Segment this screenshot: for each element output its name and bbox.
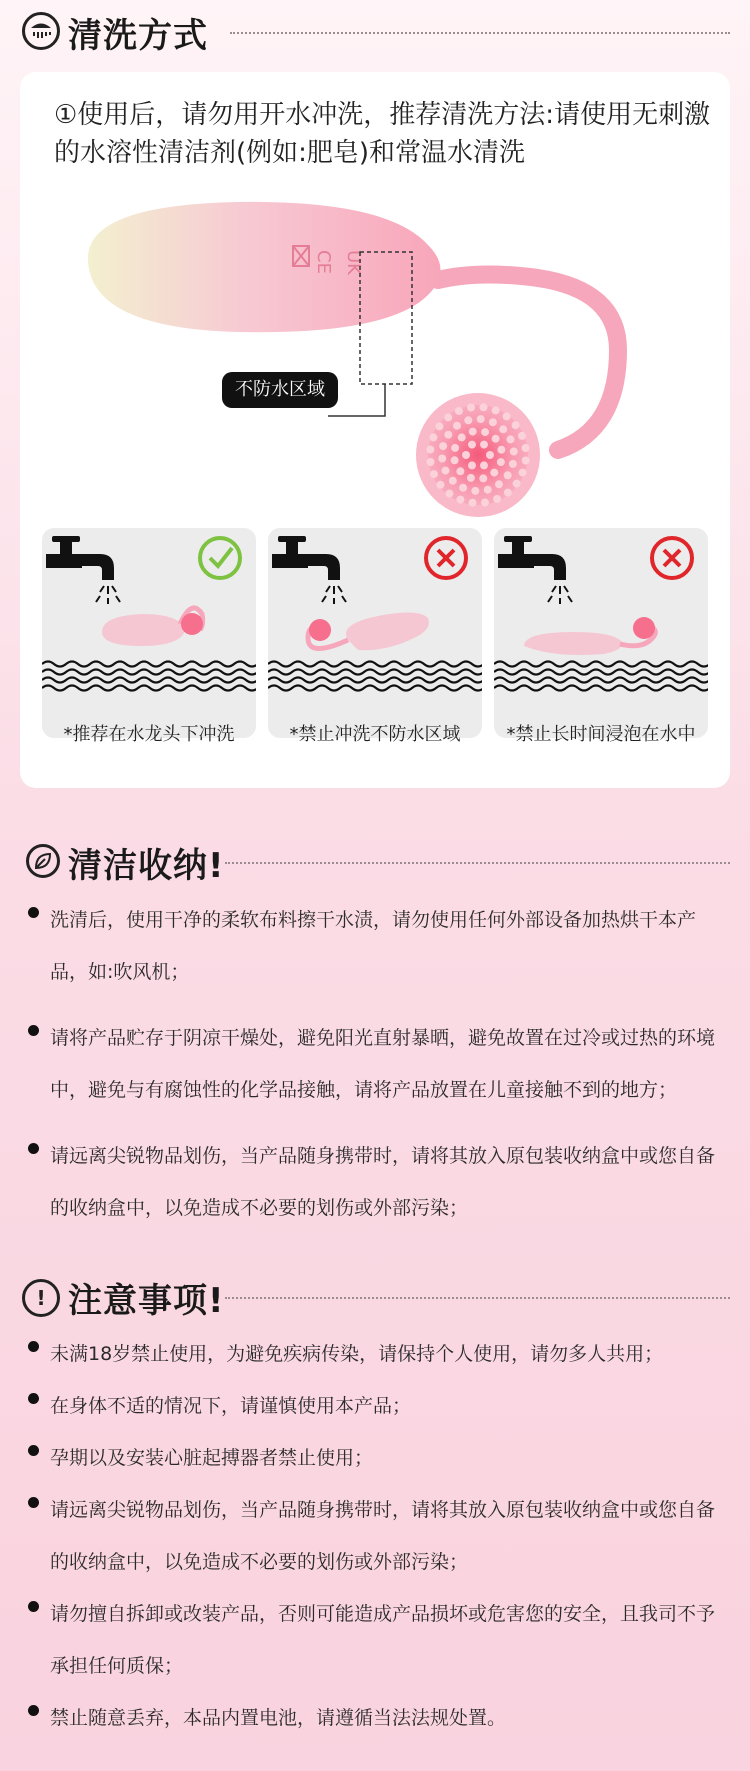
shower-icon bbox=[22, 12, 60, 50]
storage-section-header bbox=[0, 832, 750, 892]
storage-section-title: 清洁收纳! bbox=[68, 846, 225, 886]
exclamation-icon: ! bbox=[22, 1279, 60, 1317]
storage-list bbox=[24, 894, 730, 1248]
cleaning-section-header bbox=[0, 2, 750, 62]
divider bbox=[230, 32, 730, 34]
rinse-panel-recommended bbox=[42, 528, 256, 738]
faucet-icon bbox=[498, 536, 572, 604]
svg-text:UK: UK bbox=[343, 250, 364, 275]
list-item: 请勿擅自拆卸或改装产品，否则可能造成产品损坏或危害您的安全，且我司不予承担任何质保； bbox=[24, 1588, 730, 1692]
cross-icon bbox=[426, 538, 466, 578]
rinse-panel-no-soaking bbox=[494, 528, 708, 738]
rinse-panel-forbidden-zone bbox=[268, 528, 482, 738]
svg-text:CE: CE bbox=[313, 250, 334, 274]
leaf-icon bbox=[26, 844, 60, 878]
list-item: 孕期以及安装心脏起搏器者禁止使用； bbox=[24, 1432, 730, 1484]
cleaning-intro-text: ①使用后，请勿用开水冲洗，推荐清洗方法:请使用无刺激的水溶性清洁剂(例如:肥皂)和常温水清洗 bbox=[54, 100, 711, 168]
cross-icon bbox=[652, 538, 692, 578]
list-item: 请远离尖锐物品划伤，当产品随身携带时，请将其放入原包装收纳盒中或您自备的收纳盒中，以免造成不必要的划伤或外部污染； bbox=[24, 1484, 730, 1588]
notice-section-header bbox=[0, 1267, 750, 1327]
divider bbox=[225, 1297, 730, 1299]
faucet-icon bbox=[46, 536, 120, 604]
check-icon bbox=[200, 538, 240, 578]
list-item: 洗清后，使用干净的柔软布料擦干水渍，请勿使用任何外部设备加热烘干本产品，如:吹风机； bbox=[24, 894, 730, 998]
non-waterproof-zone-label: 不防水区域 bbox=[222, 372, 338, 408]
cleaning-section-title: 清洗方式 bbox=[68, 16, 208, 56]
list-item: 未满18岁禁止使用，为避免疾病传染，请保持个人使用，请勿多人共用； bbox=[24, 1328, 730, 1380]
list-item: 请将产品贮存于阴凉干燥处，避免阳光直射暴晒，避免故置在过冷或过热的环境中，避免与有腐蚀性的化学品接触，请将产品放置在儿童接触不到的地方； bbox=[24, 1012, 730, 1116]
list-item: 在身体不适的情况下，请谨慎使用本产品； bbox=[24, 1380, 730, 1432]
notice-list bbox=[24, 1328, 730, 1744]
cleaning-card bbox=[20, 72, 730, 788]
list-item: 请远离尖锐物品划伤，当产品随身携带时，请将其放入原包装收纳盒中或您自备的收纳盒中，以免造成不必要的划伤或外部污染； bbox=[24, 1130, 730, 1234]
product-illustration bbox=[58, 200, 708, 580]
panel-caption: *禁止冲洗不防水区域 bbox=[289, 724, 461, 745]
panel-caption: *推荐在水龙头下冲洗 bbox=[63, 724, 235, 745]
faucet-icon bbox=[272, 536, 346, 604]
notice-section-title: 注意事项! bbox=[68, 1281, 225, 1321]
panel-caption: *禁止长时间浸泡在水中 bbox=[506, 724, 696, 745]
divider bbox=[225, 862, 730, 864]
list-item: 禁止随意丢弃，本品内置电池，请遵循当法法规处置。 bbox=[24, 1692, 730, 1744]
